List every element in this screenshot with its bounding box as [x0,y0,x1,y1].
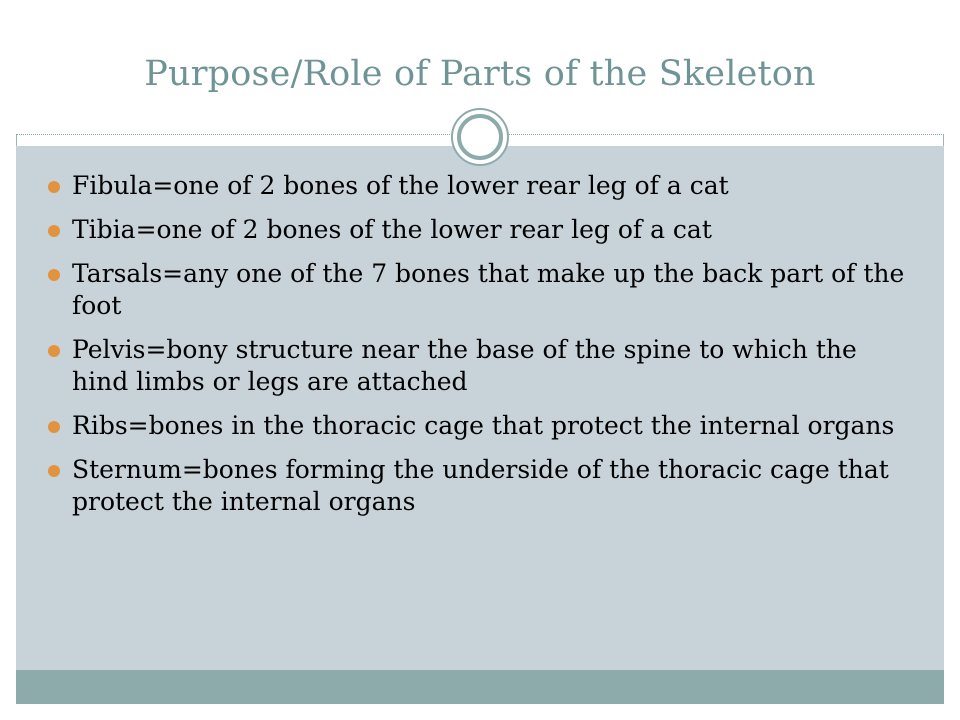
list-item [48,454,908,518]
bullet-text-sternum: Sternum=bones forming the underside of the thoracic cage that protect the internal organs [72,455,889,516]
bullet-text-fibula: Fibula=one of 2 bones of the lower rear leg of a cat [72,171,729,200]
bullet-dot-icon [48,269,60,281]
bullet-dot-icon [48,345,60,357]
bullet-text-tarsals: Tarsals=any one of the 7 bones that make up the back part of the foot [72,259,905,320]
bullet-text-pelvis: Pelvis=bony structure near the base of the spine to which the hind limbs or legs are attached [72,335,857,396]
bullet-dot-icon [48,465,60,477]
circle-ornament-icon [449,106,511,168]
list-item [48,170,908,202]
bullet-text-tibia: Tibia=one of 2 bones of the lower rear leg of a cat [72,215,712,244]
bullet-dot-icon [48,181,60,193]
list-item [48,258,908,322]
bullet-dot-icon [48,421,60,433]
footer-band [16,670,944,704]
list-item [48,334,908,398]
bullet-text-ribs: Ribs=bones in the thoracic cage that protect the internal organs [72,411,895,440]
bullet-list [48,170,908,530]
bullet-dot-icon [48,225,60,237]
list-item [48,214,908,246]
list-item [48,410,908,442]
slide-title: Purpose/Role of Parts of the Skeleton [144,54,816,94]
